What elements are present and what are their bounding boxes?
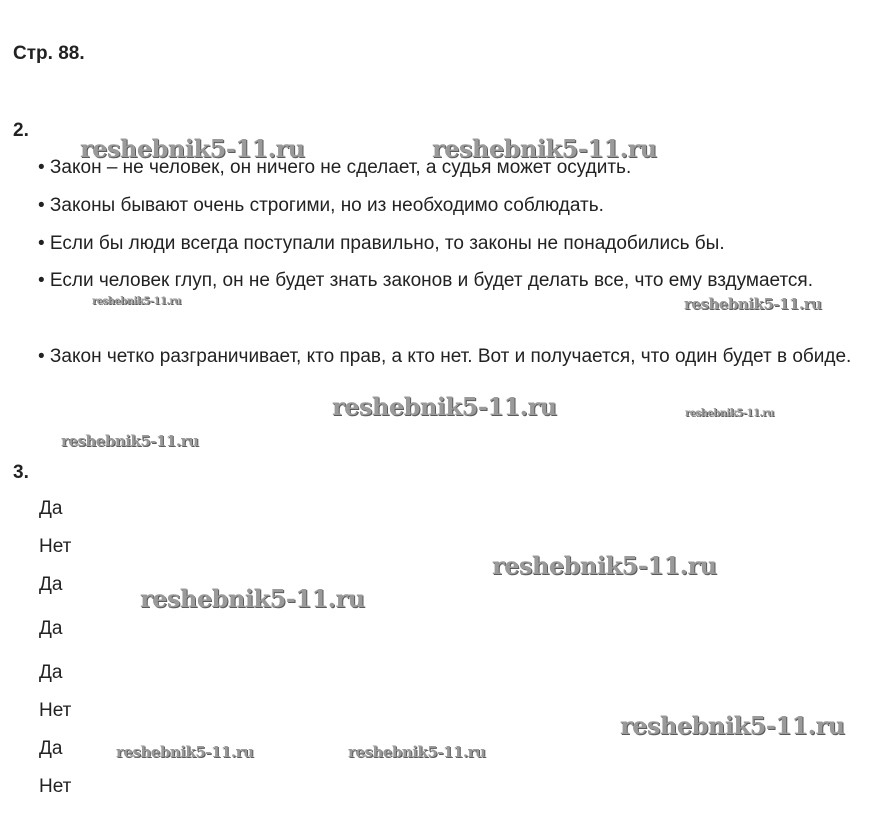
watermark: reshebnik5-11.ru	[80, 134, 305, 163]
watermark: reshebnik5-11.ru	[61, 432, 199, 450]
watermark: reshebnik5-11.ru	[140, 584, 365, 613]
watermark: reshebnik5-11.ru	[432, 134, 657, 163]
page-title: Стр. 88.	[13, 43, 85, 64]
task-3-answer: Да	[39, 618, 63, 639]
watermark: reshebnik5-11.ru	[492, 551, 717, 580]
task-2-item: • Если человек глуп, он не будет знать законов и будет делать все, что ему вздумается.	[38, 270, 814, 291]
task-3-answer: Да	[39, 738, 63, 759]
watermark: reshebnik5-11.ru	[92, 296, 181, 307]
task-3-answer: Да	[39, 498, 63, 519]
task-2-item: • Закон – не человек, он ничего не сделает, а судья может осудить.	[38, 157, 632, 178]
watermark: reshebnik5-11.ru	[332, 392, 557, 421]
watermark: reshebnik5-11.ru	[116, 743, 254, 761]
task-3-answer: Да	[39, 574, 63, 595]
watermark: reshebnik5-11.ru	[620, 711, 845, 740]
task-3-answer: Нет	[39, 700, 72, 721]
task-3-answer: Нет	[39, 536, 72, 557]
task-2-item: • Если бы люди всегда поступали правильно, то законы не понадобились бы.	[38, 233, 725, 254]
task-3-number: 3.	[13, 462, 29, 483]
watermark: reshebnik5-11.ru	[685, 408, 774, 419]
task-3-answer: Да	[39, 662, 63, 683]
task-2-item: • Законы бывают очень строгими, но из необходимо соблюдать.	[38, 195, 604, 216]
task-2-number: 2.	[13, 120, 29, 141]
task-3-answer: Нет	[39, 776, 72, 797]
watermark: reshebnik5-11.ru	[684, 295, 822, 313]
task-2-item: • Закон четко разграничивает, кто прав, а кто нет. Вот и получается, что один будет в обиде.	[38, 346, 852, 367]
watermark: reshebnik5-11.ru	[348, 743, 486, 761]
